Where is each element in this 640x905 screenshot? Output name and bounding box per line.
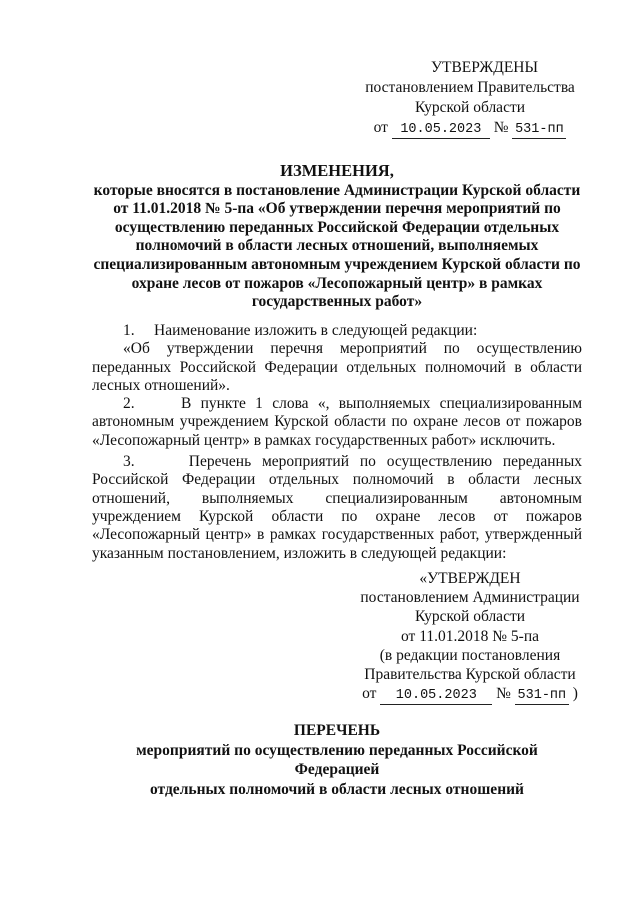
approval-signature-line (360, 118, 580, 139)
changes-subtitle-line: полномочий в области лесных отношений, выполняемых (135, 237, 539, 255)
approval-heading: УТВЕРЖДЕНЫ (431, 59, 538, 76)
approval2-line-3: от 11.01.2018 № 5-па (401, 627, 539, 645)
changes-subtitle-line: осуществлению переданных Российской Федерации отдельных (114, 218, 560, 236)
approval2-signature-line (355, 684, 585, 705)
changes-title-block (92, 162, 582, 312)
approval2-date: 10.05.2023 (380, 688, 492, 705)
item-1: 1. Наименование изложить в следующей редакции: (123, 322, 478, 339)
changes-subtitle-line: специализированным автономным учреждением Курской области по (93, 255, 581, 273)
item-1-quote: «Об утверждении перечня мероприятий по осуществлению переданных Российской Федерации отдельных полномочий в области лесных отношений». (92, 340, 582, 394)
approval-number-label: № (493, 119, 509, 136)
list-title-block (92, 721, 582, 799)
approval2-block (355, 569, 585, 705)
list-title: ПЕРЕЧЕНЬ (293, 722, 381, 739)
list-subtitle-line: отдельных полномочий в области лесных отношений (150, 780, 524, 798)
document-body (92, 322, 582, 563)
approval-number: 531-пп (512, 122, 566, 139)
approval2-line-5: Правительства Курской области (364, 666, 576, 684)
changes-subtitle-line: от 11.01.2018 № 5-па «Об утверждении перечня мероприятий по (113, 200, 561, 218)
approval2-line-2: Курской области (414, 608, 526, 626)
approval2-number: 531-пп (515, 688, 569, 705)
approval-from-label: от (373, 119, 388, 136)
approval-line-2: Курской области (414, 99, 526, 116)
approval-block (360, 58, 580, 139)
changes-subtitle-line: которые вносятся в постановление Администрации Курской области (93, 181, 581, 199)
list-subtitle-line: мероприятий по осуществлению переданных Российской Федерацией (136, 741, 538, 778)
approval-line-1: постановлением Правительства (365, 79, 575, 96)
approval2-heading: «УТВЕРЖДЕН (419, 570, 521, 587)
approval2-close: ) (572, 685, 578, 703)
approval2-line-4: (в редакции постановления (379, 646, 561, 664)
approval2-from-label: от (362, 685, 377, 703)
changes-subtitle-line: государственных работ» (251, 293, 423, 311)
approval2-number-label: № (496, 685, 511, 703)
approval-date: 10.05.2023 (392, 122, 490, 139)
changes-subtitle-line: охране лесов от пожаров «Лесопожарный центр» в рамках (131, 274, 543, 292)
item-2: 2. В пункте 1 слова «, выполняемых специализированным автономным учреждением Курской области по охране лесов от пожаров «Лесопожарный центр» в рамках государственных работ» исключить. (92, 395, 582, 449)
changes-title: ИЗМЕНЕНИЯ, (280, 161, 394, 180)
item-3: 3. Перечень мероприятий по осуществлению переданных Российской Федерации отдельных полномочий в области лесных отношений, выполняемых специализированным автономным учреждением Курской области по охране лесов от пожаров «Лесопожарный центр» в рамках государственных работ, утвержденный указанным постановлением, изложить в следующей редакции: (92, 453, 582, 562)
approval2-line-1: постановлением Администрации (360, 589, 580, 607)
